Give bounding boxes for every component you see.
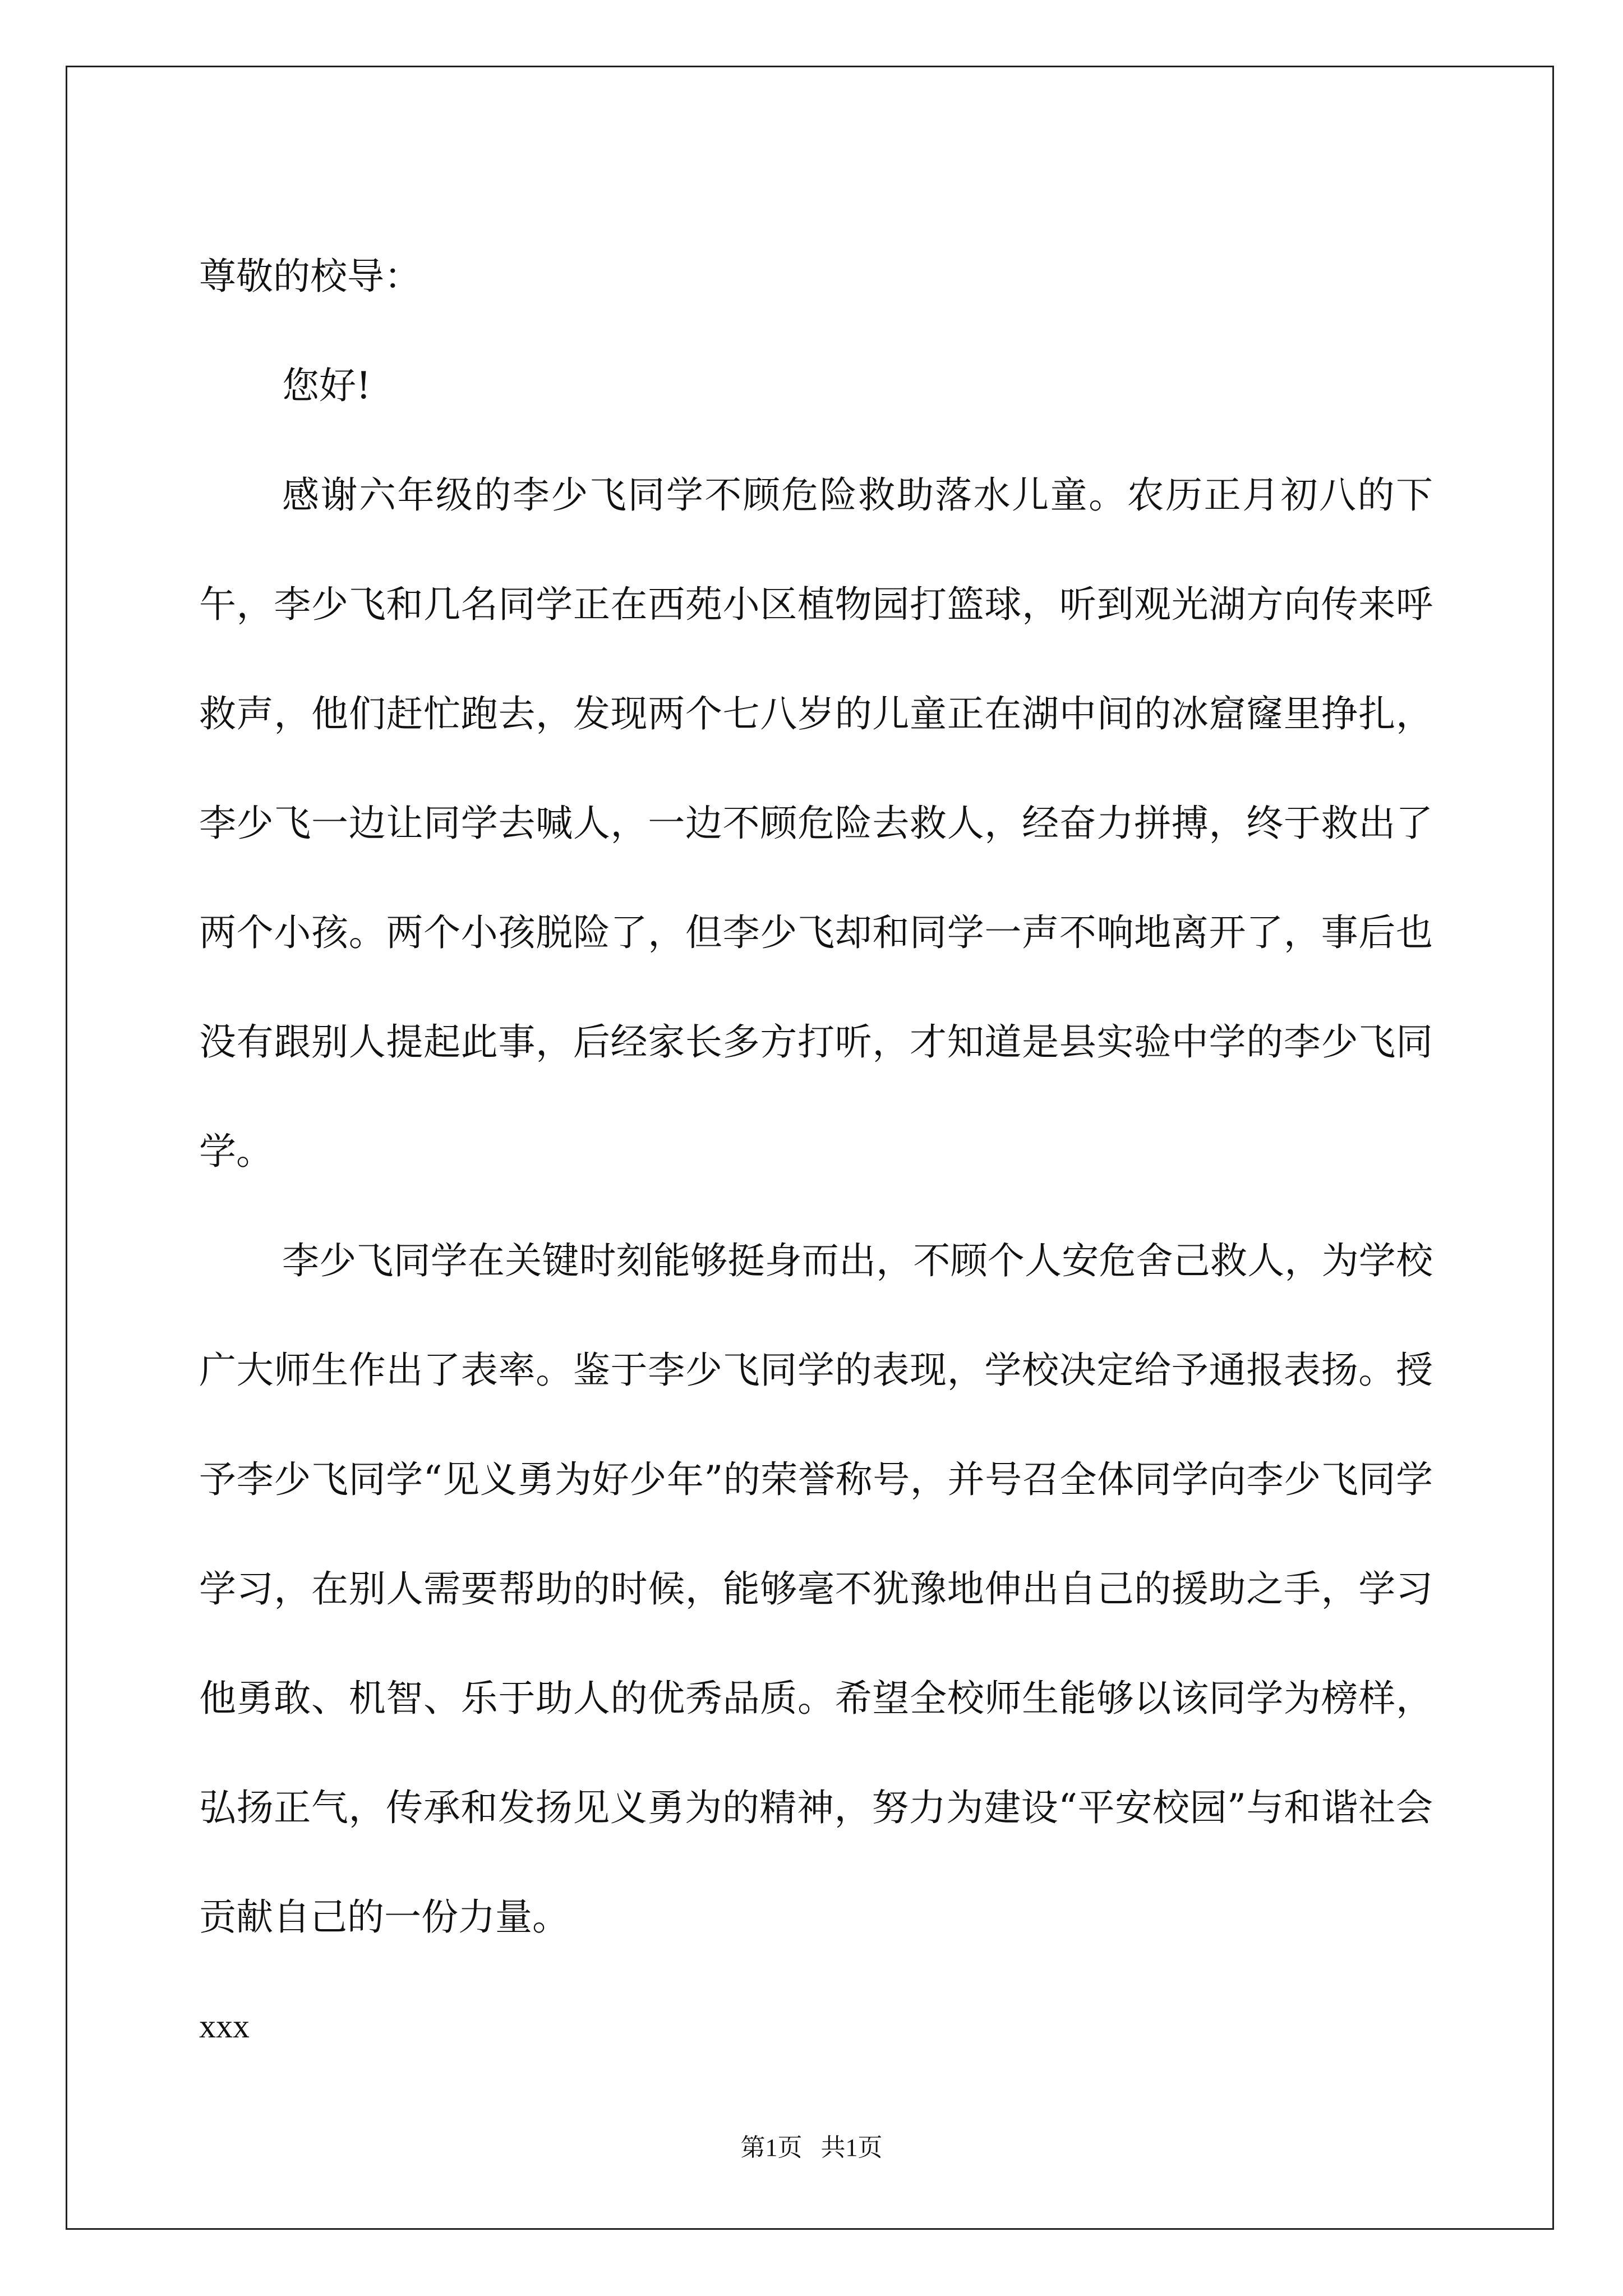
salutation: 尊敬的校导： [199,255,421,298]
body-paragraph-2: 李少飞同学在关键时刻能够挺身而出，不顾个人安危舍己救人，为学校广大师生作出了表率。鉴于李少飞同学的表现，学校决定给予通报表扬。授予李少飞同学“见义勇为好少年”的荣誉称号，并号召全体同学向李少飞同学学习，在别人需要帮助的时候，能够毫不犹豫地伸出自己的援助之手，学习他勇敢、机智、乐于助人的优秀品质。希望全校师生能够以该同学为榜样，弘扬正气，传承和发扬见义勇为的精神，努力为建设“平安校园”与和谐社会贡献自己的一份力量。 [199,1239,1433,1939]
letter-body [199,222,1433,2081]
greeting-line: 您好! [282,364,371,407]
body-paragraph-1: 感谢六年级的李少飞同学不顾危险救助落水儿童。农历正月初八的下午，李少飞和几名同学正在西苑小区植物园打篮球，听到观光湖方向传来呼救声，他们赶忙跑去，发现两个七八岁的儿童正在湖中间的冰窟窿里挣扎，李少飞一边让同学去喊人，一边不顾危险去救人，经奋力拼搏，终于救出了两个小孩。两个小孩脱险了，但李少飞却和同学一声不响地离开了，事后也没有跟别人提起此事，后经家长多方打听，才知道是县实验中学的李少飞同学。 [199,473,1433,1173]
signature: xxx [199,2008,250,2045]
page-number-footer: 第1页 共1页 [740,2134,883,2161]
